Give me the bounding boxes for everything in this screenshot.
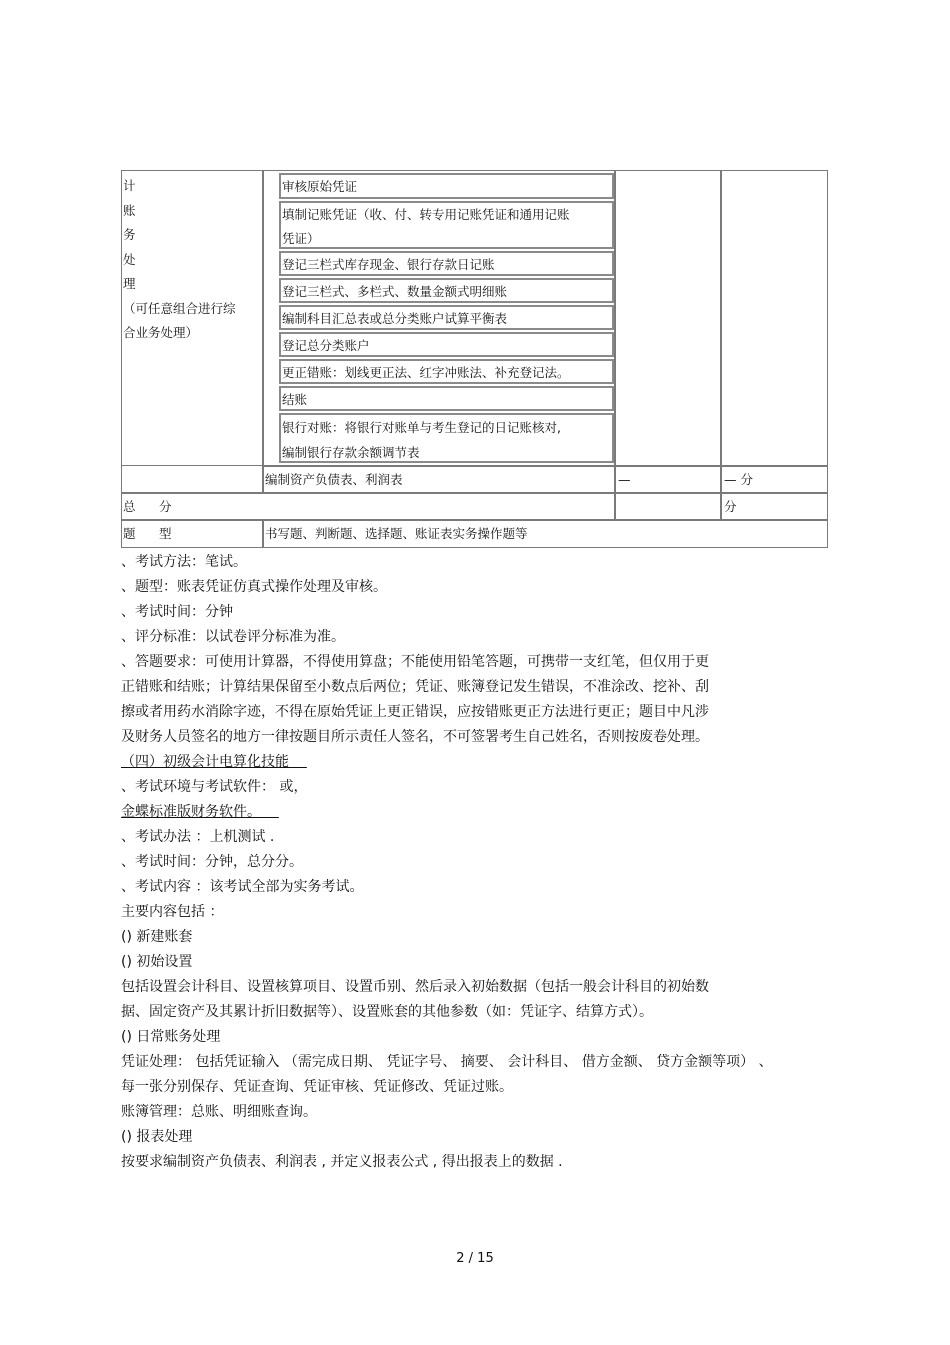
item-cell: 审核原始凭证: [279, 173, 614, 199]
paragraph-requirements-cont: 及财务人员签名的地方一律按题目所示责任人签名，不可签署考生自己姓名，否则按废卷处理。: [121, 729, 709, 745]
report-row-score: — 分: [721, 466, 828, 493]
paragraph-voucher-processing: 凭证处理： 包括凭证输入 （需完成日期、 凭证字号、 摘要、 会计科目、 借方金额、 贷方金额等项） 、: [121, 1054, 773, 1070]
paragraph-exam-mode: 、考试办法 ：上机测试 .: [121, 829, 275, 845]
total-row-label: 总 分: [121, 493, 615, 520]
item-cell: 登记总分类账户: [279, 332, 614, 357]
paragraph-exam-time-2: 、考试时间：分钟，总分分。: [121, 854, 303, 870]
item-cell: 登记三栏式、多栏式、数量金额式明细账: [279, 278, 614, 303]
item-cell: 登记三栏式库存现金、银行存款日记账: [279, 251, 614, 276]
total-row-count: [615, 493, 721, 520]
category-label: 计 账 务 处 理 （可任意组合进行综 合业务处理）: [123, 178, 236, 340]
total-row-score: 分: [721, 493, 828, 520]
paragraph-scoring: 、评分标准：以试卷评分标准为准。: [121, 629, 345, 645]
paragraph-question-type: 、题型：账表凭证仿真式操作处理及审核。: [121, 579, 387, 595]
type-row-label: 题 型: [121, 520, 263, 548]
paragraph-exam-time: 、考试时间：分钟: [121, 604, 233, 620]
item-cell: 更正错账：划线更正法、红字冲账法、补充登记法。: [279, 359, 614, 384]
type-row-content: 书写题、判断题、选择题、账证表实务操作题等: [263, 520, 828, 548]
paragraph-ledger-management: 账簿管理：总账、明细账查询。: [121, 1104, 317, 1120]
paragraph-exam-content: 、考试内容 ：该考试全部为实务考试。: [121, 879, 364, 895]
item-cell: 编制科目汇总表或总分类账户试算平衡表: [279, 305, 614, 330]
section-heading: （四）初级会计电算化技能: [121, 754, 289, 770]
score-cell: [721, 170, 828, 466]
list-item-daily-processing: () 日常账务处理: [121, 1029, 221, 1045]
paragraph-requirements-cont: 擦或者用药水消除字迹，不得在原始凭证上更正错误，应按错账更正方法进行更正；题目中凡涉: [121, 704, 709, 720]
paragraph-report-detail: 按要求编制资产负债表、利润表 , 并定义报表公式 , 得出报表上的数据 .: [121, 1154, 563, 1170]
category-cell: [121, 170, 263, 466]
report-row-label: 编制资产负债表、利润表: [263, 466, 615, 493]
score-cell: [615, 170, 721, 466]
item-cell: 银行对账：将银行对账单与考生登记的日记账核对, 编制银行存款余额调节表: [279, 413, 614, 463]
paragraph-setup-detail-cont: 据、固定资产及其累计折旧数据等）、设置账套的其他参数（如：凭证字、结算方式）。: [121, 1004, 653, 1020]
report-row-blank: [121, 466, 263, 493]
paragraph-exam-method: 、考试方法：笔试。: [121, 554, 247, 570]
paragraph-setup-detail: 包括设置会计科目、设置核算项目、设置币别、然后录入初始数据（包括一般会计科目的初始数: [121, 979, 709, 995]
page-number: 2 / 15: [456, 1251, 494, 1266]
paragraph-requirements: 、答题要求：可使用计算器，不得使用算盘；不能使用铅笔答题，可携带一支红笔，但仅用于更: [121, 654, 709, 670]
item-cell: 结账: [279, 386, 614, 411]
paragraph-software-name: 金蝶标准版财务软件。: [121, 804, 261, 820]
paragraph-software: 、考试环境与考试软件： 或，: [121, 779, 308, 795]
list-item-report-processing: () 报表处理: [121, 1129, 193, 1145]
list-item-initial-setup: () 初始设置: [121, 954, 193, 970]
paragraph-voucher-processing-cont: 每一张分别保存、凭证查询、凭证审核、凭证修改、凭证过账。: [121, 1079, 513, 1095]
paragraph-requirements-cont: 正错账和结账；计算结果保留至小数点后两位；凭证、账簿登记发生错误，不准涂改、挖补、刮: [121, 679, 709, 695]
paragraph-main-content: 主要内容包括 ：: [121, 904, 224, 920]
exam-content-table: [121, 170, 828, 548]
item-cell: 填制记账凭证（收、付、转专用记账凭证和通用记账 凭证）: [279, 201, 614, 249]
report-row-count: —: [615, 466, 721, 493]
list-item-new-account: () 新建账套: [121, 929, 193, 945]
